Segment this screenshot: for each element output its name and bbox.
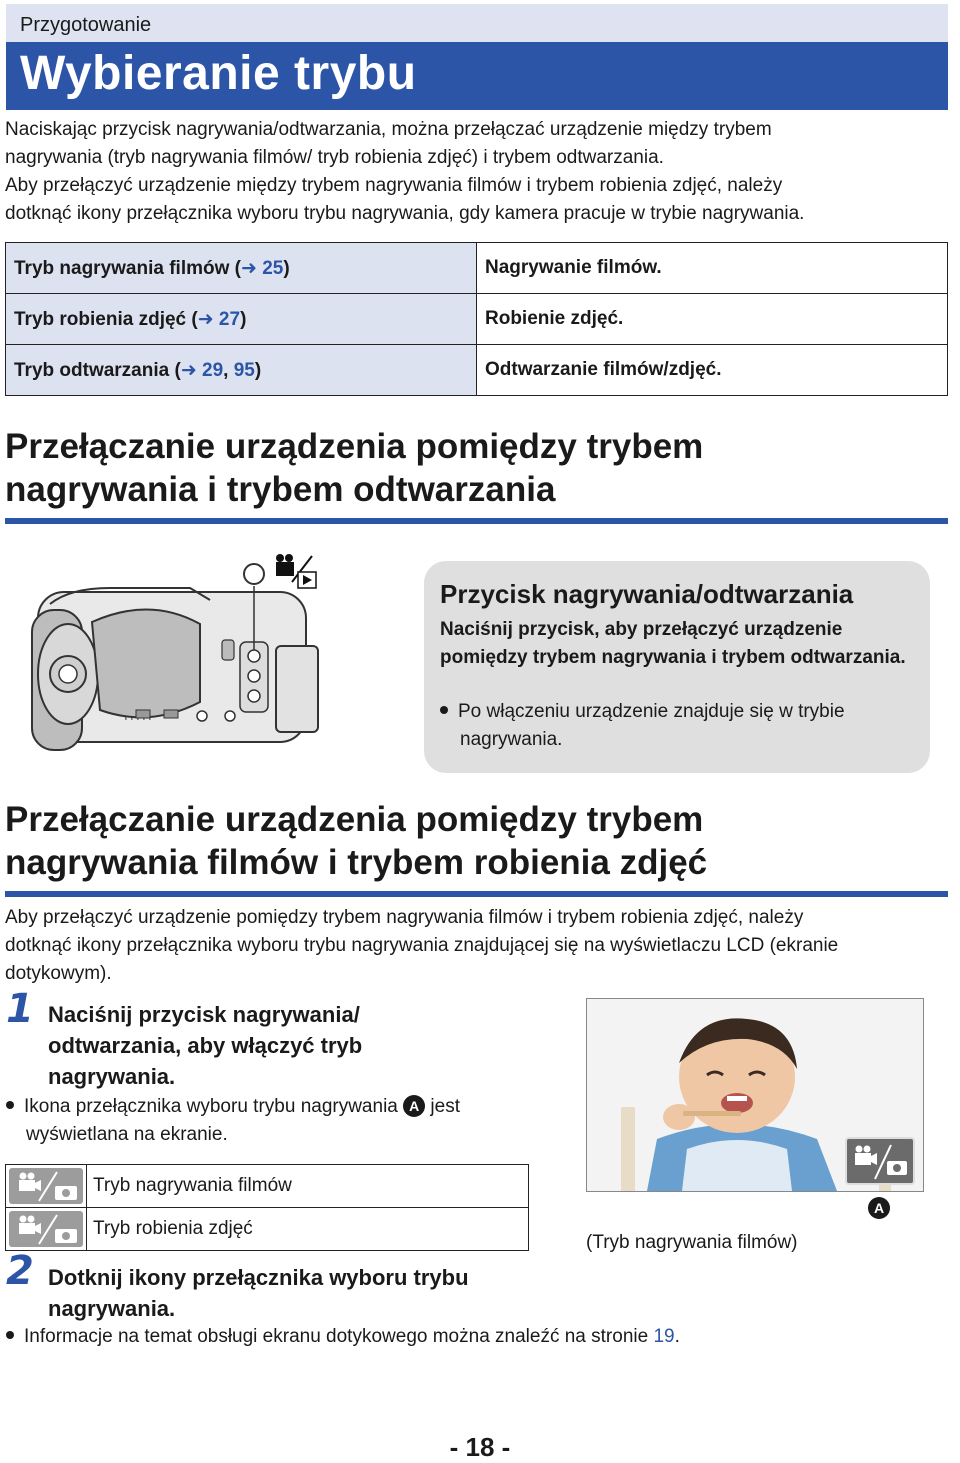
callout-body: Naciśnij przycisk, aby przełączyć urządzenie pomiędzy trybem nagrywania i trybem odtwarzania.	[440, 619, 906, 668]
mode-desc: Nagrywanie filmów.	[477, 243, 948, 294]
table-row	[6, 345, 948, 396]
table-row	[6, 1208, 529, 1251]
step-text	[48, 999, 428, 1092]
intro-line: Aby przełączyć urządzenie pomiędzy trybem nagrywania filmów i trybem robienia zdjęć, należy	[5, 907, 804, 928]
step-number: 2	[6, 1248, 34, 1294]
title-bar	[6, 42, 948, 110]
section-heading-line: Przełączanie urządzenia pomiędzy trybem	[5, 800, 704, 839]
section-header	[6, 4, 948, 42]
step-line: nagrywania.	[48, 1064, 176, 1089]
intro-line: dotknąć ikony przełącznika wyboru trybu nagrywania, gdy kamera pracuje w trybie nagrywania.	[5, 203, 805, 224]
page-number: - 18 -	[449, 1432, 511, 1462]
page-ref-link[interactable]: 27	[218, 308, 241, 330]
mode-cell: Tryb odtwarzania (➜ 29, 95)	[6, 345, 477, 396]
camcorder-illustration	[30, 552, 322, 756]
mode-desc: Robienie zdjęć.	[477, 294, 948, 345]
icon-label: Tryb robienia zdjęć	[87, 1208, 529, 1251]
mode-cell	[6, 243, 477, 294]
page-ref-link[interactable]: 95	[233, 359, 255, 381]
page-ref-link[interactable]: 29	[202, 359, 224, 381]
bullet-icon	[6, 1331, 14, 1339]
section-heading-line: nagrywania i trybem odtwarzania	[5, 470, 556, 509]
section-rule	[5, 518, 948, 524]
callout-box	[424, 561, 930, 773]
table-row	[6, 294, 948, 345]
step1-bullet	[6, 1093, 546, 1149]
arrow-icon: ➜	[197, 308, 214, 330]
step-line: nagrywania.	[48, 1296, 176, 1321]
intro-line: nagrywania (tryb nagrywania filmów/ tryb robienia zdjęć) i trybem odtwarzania.	[5, 147, 664, 168]
mode-label: Tryb odtwarzania (	[14, 359, 181, 381]
section2-intro	[5, 904, 950, 988]
section-label: Przygotowanie	[20, 14, 152, 36]
movie-mode-icon	[9, 1168, 83, 1204]
mode-label-end: )	[254, 359, 262, 381]
marker-a-icon: A	[868, 1197, 890, 1219]
note-text-end: .	[674, 1326, 680, 1347]
mode-switch-icon[interactable]	[845, 1137, 915, 1185]
step-text	[48, 1262, 568, 1324]
step-line: odtwarzania, aby włączyć tryb	[48, 1033, 363, 1058]
step-line: Naciśnij przycisk nagrywania/	[48, 1002, 360, 1027]
photo-mode-icon	[9, 1211, 83, 1247]
intro-line: Naciskając przycisk nagrywania/odtwarzania, można przełączać urządzenie między trybem	[5, 119, 772, 140]
table-row	[6, 1165, 529, 1208]
mode-desc: Odtwarzanie filmów/zdjęć.	[477, 345, 948, 396]
arrow-icon: ➜	[241, 257, 257, 279]
mode-label-end: )	[283, 257, 290, 279]
page-ref-link[interactable]: 25	[262, 257, 284, 279]
bullet-icon	[440, 706, 448, 714]
icon-cell	[6, 1165, 87, 1208]
bullet-text-line2: wyświetlana na ekranie.	[26, 1124, 228, 1145]
page-title: Wybieranie trybu	[20, 47, 417, 100]
icon-label: Tryb nagrywania filmów	[87, 1165, 529, 1208]
section-heading-line: Przełączanie urządzenia pomiędzy trybem	[5, 427, 704, 466]
section-heading-line: nagrywania filmów i trybem robienia zdjęć	[5, 843, 708, 882]
mode-label-end: )	[240, 308, 247, 330]
step-number: 1	[6, 986, 34, 1032]
section-rule	[5, 891, 948, 897]
callout-title: Przycisk nagrywania/odtwarzania	[440, 579, 854, 609]
mode-label: Tryb nagrywania filmów (	[14, 257, 241, 279]
bullet-text-end: jest	[430, 1096, 460, 1117]
table-row	[6, 243, 948, 294]
screen-photo	[586, 998, 924, 1192]
intro-line: dotknąć ikony przełącznika wyboru trybu nagrywania znajdującej się na wyświetlaczu LCD (ekranie	[5, 935, 839, 956]
callout-bullet	[440, 698, 940, 754]
bullet-text: Ikona przełącznika wyboru trybu nagrywania	[24, 1096, 398, 1117]
mode-label: Tryb robienia zdjęć (	[14, 308, 198, 330]
step2-note	[6, 1323, 946, 1351]
intro-line: dotykowym).	[5, 963, 112, 984]
photo-caption: (Tryb nagrywania filmów)	[586, 1232, 798, 1253]
intro-text	[5, 116, 950, 228]
bullet-icon	[6, 1101, 14, 1109]
arrow-icon: ➜	[180, 359, 197, 381]
mode-icon-table	[5, 1164, 529, 1251]
note-text: Informacje na temat obsługi ekranu dotykowego można znaleźć na stronie	[24, 1326, 649, 1347]
section-heading	[5, 425, 950, 511]
page-ref-link[interactable]: 19	[653, 1326, 675, 1347]
modes-table	[5, 242, 948, 396]
step-line: Dotknij ikony przełącznika wyboru trybu	[48, 1265, 469, 1290]
mode-cell	[6, 294, 477, 345]
callout-bullet-text: Po włączeniu urządzenie znajduje się w trybie nagrywania.	[458, 701, 845, 750]
marker-a-icon: A	[403, 1095, 425, 1117]
icon-cell	[6, 1208, 87, 1251]
section-heading	[5, 798, 950, 884]
intro-line: Aby przełączyć urządzenie między trybem nagrywania filmów i trybem robienia zdjęć, należy	[5, 175, 783, 196]
